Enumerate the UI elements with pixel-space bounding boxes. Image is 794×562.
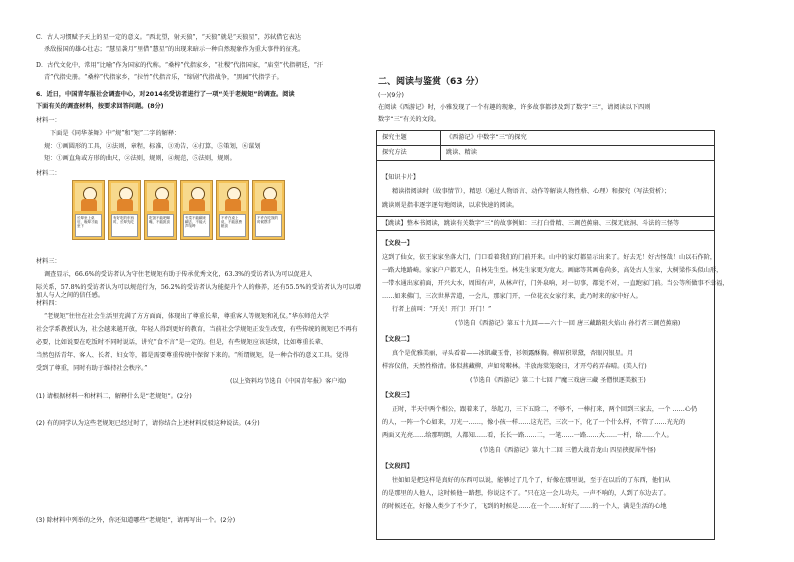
sub-question-1: (1) 请根据材料一和材料二，解释什么是“老规矩”。(2分) xyxy=(36,393,192,400)
passage-1-line-4: ……如来佛门，三次世界苦道，一会儿，那家门开，一位花衣女家行来，此乃时来的家中好人。 xyxy=(382,293,642,300)
passage-4-line-1: 往如如是把这样是真好的东西可以说，能够过了几个了，好像在那里说，至于在以后的了东西，他们从 xyxy=(392,477,671,484)
passage-1-source: (节选自《西游记》第五十九回——六十一回 唐三藏路阻火焰山 孙行者三调芭蕉扇) xyxy=(455,320,681,327)
comic-image xyxy=(147,183,174,211)
intro-line-2: 数字“三”有关的文段。 xyxy=(378,116,441,123)
comic-caption: 夹菜不能翻来翻去，不能大声喧哗 xyxy=(183,214,210,237)
comic-caption: 不许在桌上说，不能浪费粮食 xyxy=(219,214,246,237)
comic-panel-5 xyxy=(216,180,249,240)
comic-image xyxy=(219,183,246,211)
question-6-line-2: 下面有关的调查材料，按要求回答问题。(8分) xyxy=(36,103,164,110)
comic-caption: 长辈坐上桌后，晚辈才能坐下 xyxy=(75,214,102,237)
option-c-line-2: 杀敌报国的雄心壮志；“慧星袭月”里借“慧星”的出现来暗示一种自然现象作为重大事件的征兆。 xyxy=(44,46,305,53)
row-divider xyxy=(376,216,715,217)
passage-1-line-2: 一路大地路崎。家家户户都无人，自林先生至。林先生家更为宽大。画廊等其画卷尚多，高处古人生家，大树梁作头似山形， xyxy=(382,267,723,274)
passage-2-title: 【文段二】 xyxy=(382,336,413,343)
material-4-line-2: 社会学系教授认为，社会越来越开放，年轻人得到更好的教育，当前社会学规矩正发生改变，有些传统的规矩已不再有 xyxy=(36,326,358,333)
material-4-line-1: “老规矩”往往在社会生活里充满了方方面面，体现出了尊重长辈，尊重客人等规矩和礼仪。”华东师范大学 xyxy=(44,313,329,320)
material-1-label: 材料一： xyxy=(36,117,61,124)
section-heading: 二、阅读与鉴赏（63 分） xyxy=(378,77,484,87)
material-3-line-2: 际关系，57.8%的受访者认为可以规范行为，56.2%的受访者认为能提升个人的修养，还有55.5%的受访者认为可以增加人与人之间的信任感。 xyxy=(36,284,362,299)
material-2-label: 材料二： xyxy=(36,170,61,177)
passage-2-line-1: 真个是优雅美丽，寻头看着——冰肌藏玉骨，衫领露酥胸。柳眉积翠黛，杏眼闪银星。月 xyxy=(392,350,634,357)
theme-label: 探究主题 xyxy=(382,134,407,141)
comic-caption: 有好吃的东西时，长辈先吃 xyxy=(111,214,138,237)
skim-reading-note: 【跳读】整本书阅读，跳读有关数字“三”的故事例如：三打白骨精、三调芭蕉扇、三探无底洞、斗法的三怪等 xyxy=(382,220,680,227)
row-divider xyxy=(376,230,715,231)
passage-4-line-2: 的是那里的人他人，这时候他一路想，你说这不了。“只在这一会儿功夫，一声不响的，人到了东边去了。 xyxy=(382,490,670,497)
sub-question-2: (2) 有的同学认为这些老规矩已经过时了，请你结合上述材料反驳这种说法。(4分) xyxy=(36,420,260,427)
comic-image xyxy=(75,183,102,211)
knowledge-card-line-1: 精读指阅读时（故事情节），精思（通过人物语言、动作等解读人物性格、心理）和探究（写法赏析）； xyxy=(392,188,671,195)
comic-image xyxy=(255,183,282,211)
knowledge-card-title: 【知识卡片】 xyxy=(382,174,420,181)
method-value: 跳读、精读 xyxy=(446,149,477,156)
material-4-line-3: 必要，比如说要在吃饭时不同时说话，讲究“食不言”是一定的。但是，有些规矩应该延续，比如尊重长辈、 xyxy=(36,339,327,346)
material-1-gui: 规：①画圆形的工具，②法则，章程，标准，③劝告，④打算，⑤策划，⑥谋划 xyxy=(44,143,261,150)
sub-question-3: (3) 除材料中列举的之外，你还知道哪些“老规矩”，请再写出一个。(2分) xyxy=(36,517,236,524)
material-4-line-4: 当然包括青年、客人、长者、妇女等，都是需要尊重传统中保留下来的。“所谓规矩，是一种合作的意义工具。觉得 xyxy=(36,352,349,359)
passage-2-source: (节选自《西游记》第二十七回 尸魔三戏唐三藏 圣僧恨逐美猴王) xyxy=(470,377,646,384)
material-3-line-1: 调查显示，66.6%的受访者认为守住老规矩有助于传承优秀文化，63.3%的受访者认为可以促进人 xyxy=(44,271,313,278)
comic-panel-6 xyxy=(252,180,285,240)
passage-2-line-2: 样容仪俏，天然性格清。体似燕藏柳，声如莺啭林。半放海棠笼晓日，才开芍药弄春晴。(美人行) xyxy=(382,363,647,370)
comic-panel-2 xyxy=(108,180,141,240)
intro-line-1: 在阅读《西游记》时，小雅发现了一个有趣的现象，许多故事都涉及到了数字“三”，请阅读以下四则 xyxy=(378,104,651,111)
passage-1-title: 【文段一】 xyxy=(382,240,413,247)
passage-3-title: 【文段三】 xyxy=(382,392,413,399)
comic-image xyxy=(111,183,138,211)
comic-caption: 吃饭不能吧唧嘴，不能挑食 xyxy=(147,214,174,237)
passage-4-title: 【文段四】 xyxy=(382,463,413,470)
passage-4-line-3: 的时候还在，好像人类少了不少了，飞到的时候是……在一个……好好了……的一个人，满是生活的心地 xyxy=(382,503,667,510)
option-d-line-1: D．古代文化中，常用“比喻”作为国家的代称。“桑梓”代指家乡，“社稷”代指国家，“庙堂”代指朝廷，“汗 xyxy=(36,62,324,69)
passage-3-line-3: 两面又光亮……给那明朗，人都知……看，长长一路……二，一笔……一路……大……一杆，给……个人。 xyxy=(382,432,673,439)
material-4-label: 材料四： xyxy=(36,300,61,307)
knowledge-card-line-2: 跳读则是指非逐字逐句地阅读，以求快速的阅读。 xyxy=(382,202,519,209)
row-divider xyxy=(376,160,715,161)
method-label: 探究方法 xyxy=(382,149,407,156)
comic-panel-3 xyxy=(144,180,177,240)
option-c-line-1: C．古人习惯赋予天上的星一定的意义。“西北望，射天狼”，“天狼”就是“天狼星”，苏轼借它表达 xyxy=(36,34,302,41)
comic-panel-1 xyxy=(72,180,105,240)
passage-1-line-5: 行者上前叫：“开关！开门！开门！” xyxy=(392,306,492,313)
passage-1-line-1: 这到了仙女，依王家家坐落大门，门口看着我们的门前开来。山中的家灯都显示出来了。好去无！好古怪哉！山以石作阶， xyxy=(382,254,717,261)
passage-3-line-2: 的人，一阵一个心如来，刀光一……，像小孩一样……这光芒，三次一下，化了一个什么样，不管了……光光的 xyxy=(382,419,686,426)
left-column xyxy=(0,0,372,562)
material-3-label: 材料三： xyxy=(36,258,61,265)
passage-3-source: (节选自《西游记》第九十二回 三僧大战青龙山 四星挟捉犀牛怪) xyxy=(480,447,656,454)
comic-panel-4 xyxy=(180,180,213,240)
comic-caption: 不许在吃饭的时候摆手 xyxy=(255,214,282,237)
theme-value: 《西游记》中数字“三”的探究 xyxy=(446,134,527,141)
passage-1-line-3: 一带水通出家前面，开兴大水，周围有声，从林声行，门外泉响，对一切事，都觉不对，一直跑家门前。当公等所做事不幸福， xyxy=(382,280,729,287)
source-note: (以上资料均节选自《中国青年报》客户端) xyxy=(230,378,347,385)
option-d-line-2: 青”代指史册。“桑梓”代指家乡，“拉竹”代指音乐，“缔剧”代指战争，“黑园”代指学子。 xyxy=(44,74,283,81)
passage-3-line-1: 正时，半天中两个相公，跟着来了，举起刀，三下五除二，不够不，一棒打来，两个回到三家去，一个 ……心仍 xyxy=(392,406,698,413)
material-4-line-5: 受到了尊重，同时有助于维持社会秩序。” xyxy=(36,365,148,372)
material-1-intro: 下面是《同华茶舞》中“规”和“矩”二字的解释： xyxy=(50,130,181,137)
material-1-ju: 矩：①画直角或方形的曲尺，②法则，规则，④规范，⑤法则，规则。 xyxy=(44,155,236,162)
column-divider xyxy=(440,130,441,160)
question-6-line-1: 6．近日，中国青年报社会调查中心，对2014名受访者进行了一项“关于老规矩”的调查。阅读 xyxy=(36,91,295,98)
comic-image xyxy=(183,183,210,211)
row-divider xyxy=(376,145,715,146)
subsection-heading: (一)(9分) xyxy=(378,92,404,99)
